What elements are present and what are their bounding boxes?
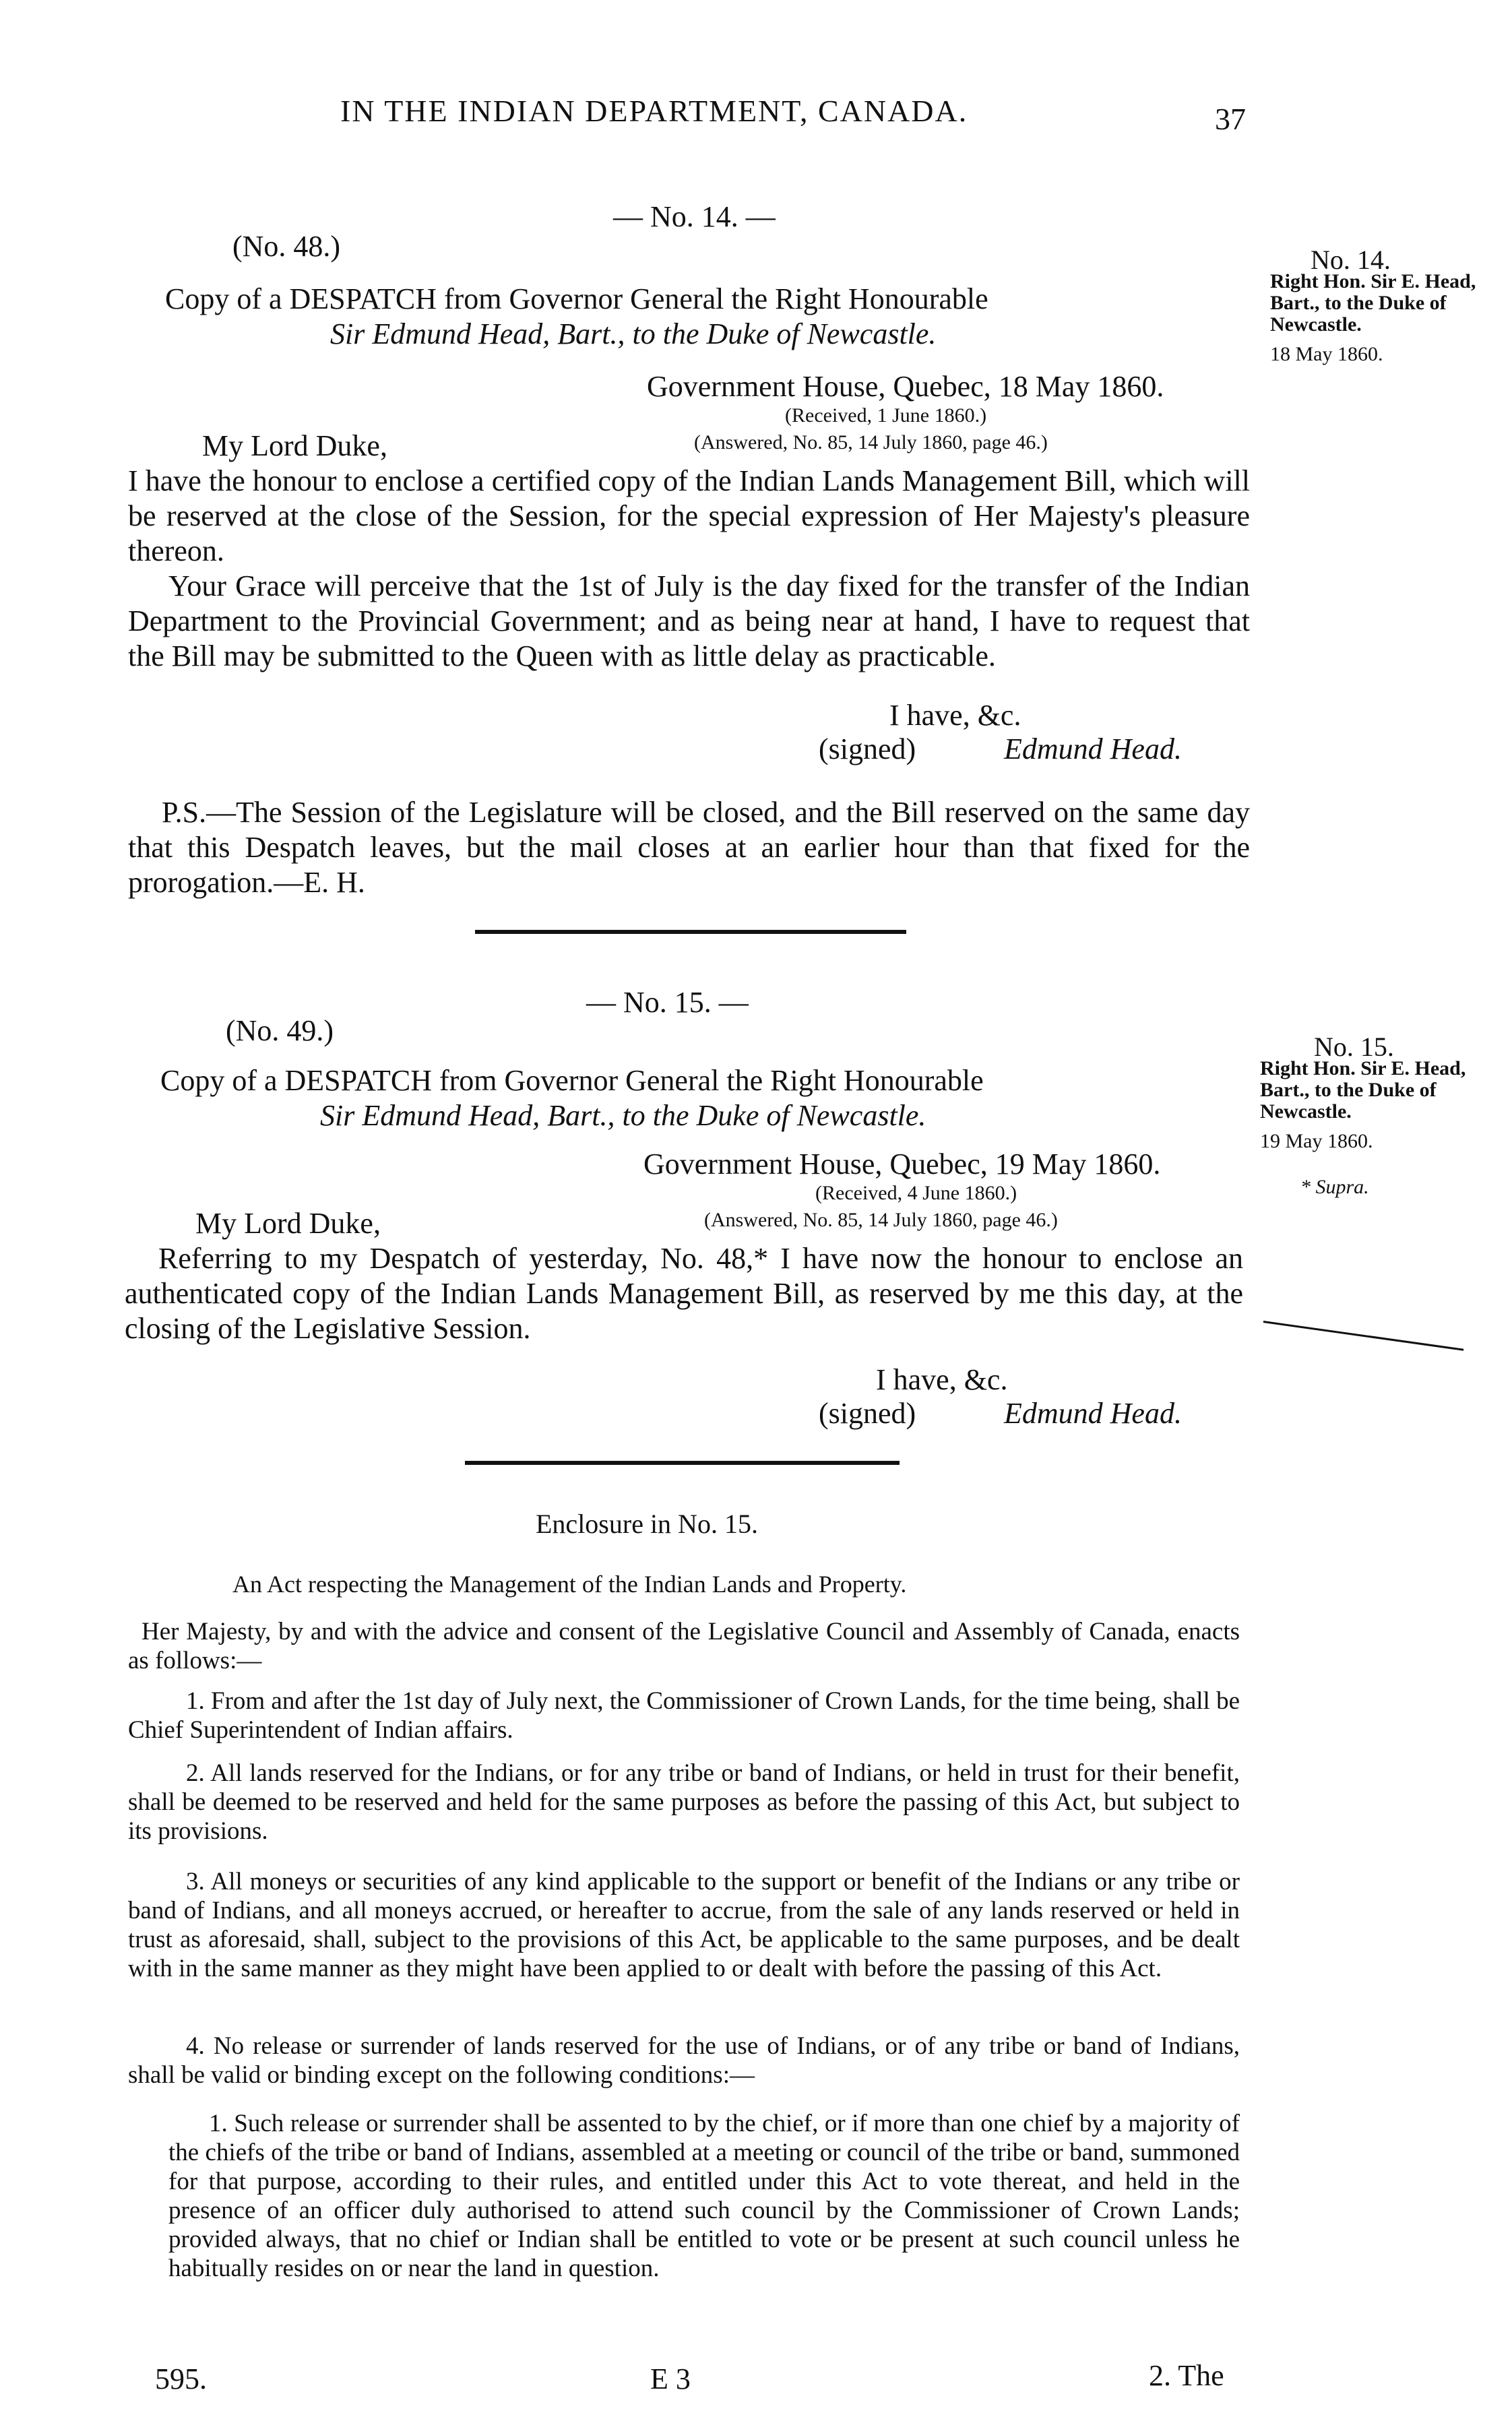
margin-note-14-desc: Right Hon. Sir E. Head, Bart., to the Duke of Newcastle. bbox=[1270, 270, 1476, 336]
despatch-14-answered: (Answered, No. 85, 14 July 1860, page 46.) bbox=[694, 431, 1048, 453]
margin-note-15-desc: Right Hon. Sir E. Head, Bart., to the Duke of Newcastle. bbox=[1260, 1057, 1466, 1123]
running-title: IN THE INDIAN DEPARTMENT, CANADA. bbox=[340, 94, 968, 128]
margin-note-15-footnote: * Supra. bbox=[1300, 1176, 1369, 1198]
despatch-15-answered: (Answered, No. 85, 14 July 1860, page 46.) bbox=[704, 1209, 1058, 1231]
section-divider bbox=[465, 1461, 900, 1465]
margin-note-15 bbox=[1260, 1032, 1512, 1198]
despatch-14-number: — No. 14. — bbox=[613, 200, 776, 233]
despatch-14-salutation: My Lord Duke, bbox=[202, 429, 387, 462]
despatch-14-para2: Your Grace will perceive that the 1st of July is the day fixed for the transfer of the Indian Department to the Provincial Government; and as being near at hand, I have to request that the Bill may be submitted to the Queen with as little delay as practicable. bbox=[128, 569, 1250, 672]
margin-note-14 bbox=[1270, 245, 1512, 365]
despatch-14-para1: I have the honour to enclose a certified copy of the Indian Lands Management Bill, which will be reserved at the close of the Session, for the special expression of Her Majesty's pleasure thereon. bbox=[128, 464, 1250, 567]
despatch-15-place-date: Government House, Quebec, 19 May 1860. bbox=[643, 1148, 1161, 1181]
despatch-14-title-line2: Sir Edmund Head, Bart., to the Duke of Newcastle. bbox=[330, 317, 937, 350]
despatch-15-closing: I have, &c. bbox=[876, 1363, 1008, 1396]
act-section-4-1: 1. Such release or surrender shall be assented to by the chief, or if more than one chief by a majority of the chiefs of the tribe or band of Indians, assembled at a meeting or council of the tribe or band, summoned for that purpose, according to their rules, and entitled under this Act to vote thereat, and held in the presence of an officer duly authorised to attend such council by the Commissioner of Crown Lands; provided always, that no chief or Indian shall be entitled to vote or be present at such council unless he habitually resides on or near the land in question. bbox=[168, 2110, 1240, 2282]
catchword: 2. The bbox=[1149, 2359, 1224, 2392]
footnote-pointer-line bbox=[1263, 1321, 1463, 1351]
despatch-14-place-date: Government House, Quebec, 18 May 1860. bbox=[647, 370, 1164, 403]
act-title: An Act respecting the Management of the Indian Lands and Property. bbox=[232, 1571, 907, 1598]
margin-note-14-date: 18 May 1860. bbox=[1270, 343, 1383, 365]
despatch-14-received: (Received, 1 June 1860.) bbox=[785, 404, 987, 427]
section-divider bbox=[475, 930, 906, 934]
despatch-14-signed: (signed) bbox=[819, 732, 916, 765]
margin-note-15-date: 19 May 1860. bbox=[1260, 1130, 1373, 1152]
despatch-14-signature: Edmund Head. bbox=[1004, 732, 1182, 765]
margin-note-15-number: No. 15. bbox=[1314, 1032, 1394, 1062]
despatch-14-closing: I have, &c. bbox=[889, 699, 1021, 732]
act-section-2: 2. All lands reserved for the Indians, or for any tribe or band of Indians, or held in trust for their benefit, shall be deemed to be reserved and held for the same purposes as before the passing of this Act, but subject to its provisions. bbox=[128, 1759, 1240, 1845]
despatch-15-signed: (signed) bbox=[819, 1397, 916, 1430]
act-preamble: Her Majesty, by and with the advice and consent of the Legislative Council and Assembly of Canada, enacts as follows:— bbox=[128, 1618, 1240, 1674]
despatch-14-title-line1: Copy of a DESPATCH from Governor General the Right Honourable bbox=[165, 282, 988, 315]
act-section-1: 1. From and after the 1st day of July next, the Commissioner of Crown Lands, for the time being, shall be Chief Superintendent of Indian affairs. bbox=[128, 1687, 1240, 1744]
despatch-15-ref: (No. 49.) bbox=[226, 1014, 334, 1047]
despatch-15-title-line1: Copy of a DESPATCH from Governor General the Right Honourable bbox=[160, 1064, 984, 1097]
despatch-15-received: (Received, 4 June 1860.) bbox=[815, 1182, 1017, 1204]
page-number: 37 bbox=[1215, 102, 1246, 136]
despatch-15-title-line2: Sir Edmund Head, Bart., to the Duke of Newcastle. bbox=[320, 1099, 926, 1132]
margin-note-14-number: No. 14. bbox=[1311, 245, 1391, 275]
act-section-4: 4. No release or surrender of lands reserved for the use of Indians, or of any tribe or band of Indians, shall be valid or binding except on the following conditions:— bbox=[128, 2032, 1240, 2089]
despatch-15-number: — No. 15. — bbox=[586, 986, 749, 1019]
footer-gathering-mark: E 3 bbox=[650, 2362, 691, 2395]
despatch-15-para1: Referring to my Despatch of yesterday, No. 48,* I have now the honour to enclose an authenticated copy of the Indian Lands Management Bill, as reserved by me this day, at the closing of the Legislative Session. bbox=[125, 1242, 1243, 1345]
despatch-15-salutation: My Lord Duke, bbox=[195, 1207, 381, 1240]
despatch-14-ref: (No. 48.) bbox=[232, 230, 341, 263]
enclosure-heading: Enclosure in No. 15. bbox=[536, 1509, 758, 1539]
act-section-3: 3. All moneys or securities of any kind applicable to the support or benefit of the Indians or any tribe or band of Indians, and all moneys accrued, or hereafter to accrue, from the sale of any lands reserved or held in trust as aforesaid, shall, subject to the provisions of this Act, be applicable to the same purposes, and be dealt with in the same manner as they might have been applied to or dealt with before the passing of this Act. bbox=[128, 1868, 1240, 1982]
despatch-14-postscript: P.S.—The Session of the Legislature will be closed, and the Bill reserved on the same day that this Despatch leaves, but the mail closes at an earlier hour than that fixed for the prorogation.—E. H. bbox=[128, 796, 1250, 899]
despatch-15-signature: Edmund Head. bbox=[1004, 1397, 1182, 1430]
footer-signature-mark: 595. bbox=[155, 2362, 207, 2395]
